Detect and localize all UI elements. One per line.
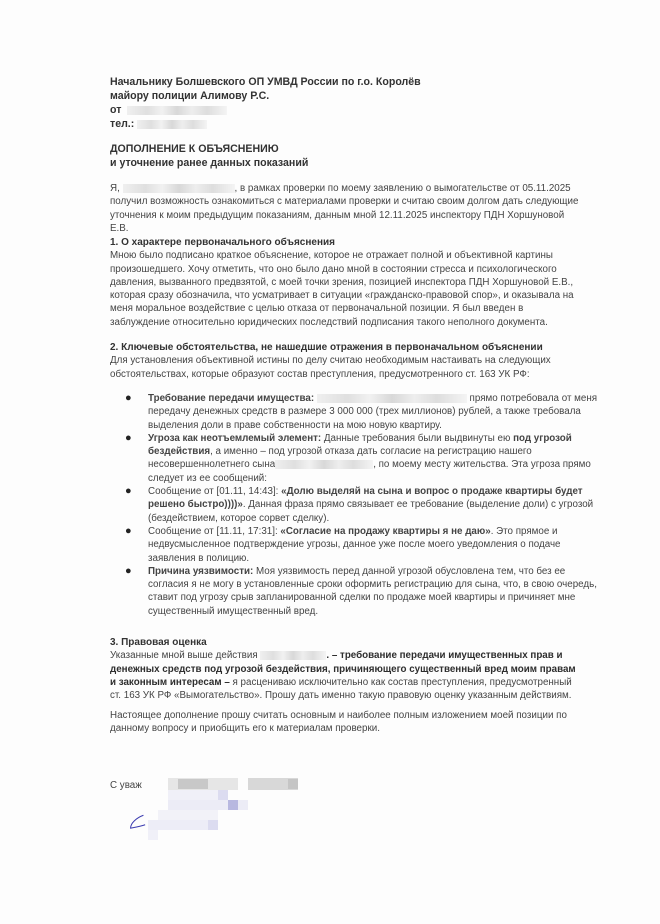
redacted-name bbox=[317, 394, 467, 403]
from-line bbox=[110, 103, 570, 117]
redacted-name bbox=[260, 651, 326, 660]
list-item: ● Сообщение от [01.11, 14:43]: «Долю выделяй на сына и вопрос о продаже квартиры будет решено быстро))))». Данная фраза прямо связывает ее требование (выделение доли) с угрозой (бездействием, которое сорвет сделку). bbox=[125, 485, 594, 524]
list-item: ● Причина уязвимости: Моя уязвимость перед данной угрозой обусловлена тем, что без ее согласия я не могу в установленные сроки оформить регистрацию для сына, что, в свою очередь, ставит под угрозу срыв запланированной сделки по продаже моей квартиры и причиняет мне существенный имущественный вред. bbox=[125, 564, 597, 617]
sign-off bbox=[110, 780, 142, 791]
list-item: ● Сообщение от [11.11, 17:31]: «Согласие на продажу квартиры я не даю». Это прямое и недвусмысленное подтверждение угрозы, данное уже после моего уведомления о подаче заявления в полицию. bbox=[125, 524, 561, 564]
bullet-icon: ● bbox=[125, 485, 132, 498]
from-label: от bbox=[110, 104, 122, 116]
list-item: ● Угроза как неотъемлемый элемент: Данные требования были выдвинуты ею под угрозой бездействия, а именно – под угрозой отказа дать согласие на регистрацию нашего несовершеннолетнего сына , по моему месту жительства. Эта угроза прямо следует из ее сообщений: bbox=[125, 431, 591, 484]
redacted-phone bbox=[137, 120, 207, 129]
intro-text: , в рамках проверки по моему заявлению о вымогательстве от 05.11.2025 получил возможность ознакомиться с материалами проверки и считаю своим долгом дать следующие уточнения к моим предыдущим показаниям, данным мной 12.11.2025 инспектору ПДН Хоршуновой Е.В. bbox=[110, 183, 579, 234]
sign-off-text: С уваж bbox=[110, 780, 142, 791]
section-3-text: Указанные мной выше действия . – требование передачи имущественных прав и денежных средств под угрозой бездействия, причиняющего существенный вред моим правам и законным интересам – я расцениваю исключительно как состав преступления, предусмотренный ст. 163 УК РФ «Вымогательство». Прошу дать именно такую правовую оценку указанным действиям. bbox=[110, 650, 576, 702]
phone-label: тел.: bbox=[110, 118, 135, 130]
section-1 bbox=[110, 236, 580, 329]
redacted-sender-name bbox=[127, 106, 227, 115]
bullet-icon: ● bbox=[125, 524, 132, 537]
document-title bbox=[110, 142, 570, 170]
phone-line bbox=[110, 117, 570, 131]
redacted-son-name bbox=[275, 460, 373, 469]
addressee-block bbox=[110, 75, 570, 131]
section-3-heading: 3. Правовая оценка bbox=[110, 637, 207, 648]
redacted-author-name bbox=[123, 184, 235, 193]
section-2 bbox=[110, 341, 580, 381]
intro-prefix: Я, bbox=[110, 183, 120, 194]
bullet-icon: ● bbox=[125, 431, 132, 444]
section-2-heading: 2. Ключевые обстоятельства, не нашедшие отражения в первоначальном объяснении bbox=[110, 342, 543, 353]
section-2-text: Для установления объективной истины по делу считаю необходимым настаивать на следующих обстоятельствах, которые образуют состав преступления, предусмотренного ст. 163 УК РФ: bbox=[110, 355, 551, 380]
signature-stroke-icon bbox=[128, 812, 152, 834]
circumstances-list bbox=[110, 392, 608, 618]
section-3 bbox=[110, 636, 580, 702]
addressee-line-1: Начальнику Болшевского ОП УМВД России по г.о. Королёв bbox=[110, 76, 421, 88]
section-1-text: Мною было подписано краткое объяснение, которое не отражает полной и объективной картины произошедшего. Хочу отметить, что оно было дано мной в состоянии стресса и психологического давления, вызванного предвзятой, с моей точки зрения, позицией инспектора ПДН Хоршуновой Е.В., которая сразу обозначила, что усматривает в ситуации «гражданско-правовой спор», и оказывала на меня моральное воздействие с целью отказа от первоначальной позиции. Я был введен в заблуждение относительно юридических последствий подписания такого неполного документа. bbox=[110, 250, 574, 328]
bullet-icon: ● bbox=[125, 392, 132, 404]
addressee-line-2: майору полиции Алимову Р.С. bbox=[110, 90, 270, 102]
section-1-heading: 1. О характере первоначального объяснения bbox=[110, 237, 335, 248]
title-sub: и уточнение ранее данных показаний bbox=[110, 157, 309, 169]
bullet-icon: ● bbox=[125, 564, 132, 577]
closing-paragraph: Настоящее дополнение прошу считать основным и наиболее полным изложением моей позиции по данному вопросу и приобщить его к материалам проверки. bbox=[110, 710, 567, 735]
title-main: ДОПОЛНЕНИЕ К ОБЪЯСНЕНИЮ bbox=[110, 143, 279, 155]
list-item: ● Требование передачи имущества: прямо потребовала от меня передачу денежных средств в размере 3 000 000 (трех миллионов) рублей, а также требовала выделения доли в праве собственности на мою новую квартиру. bbox=[125, 392, 598, 431]
intro-paragraph bbox=[110, 182, 580, 235]
